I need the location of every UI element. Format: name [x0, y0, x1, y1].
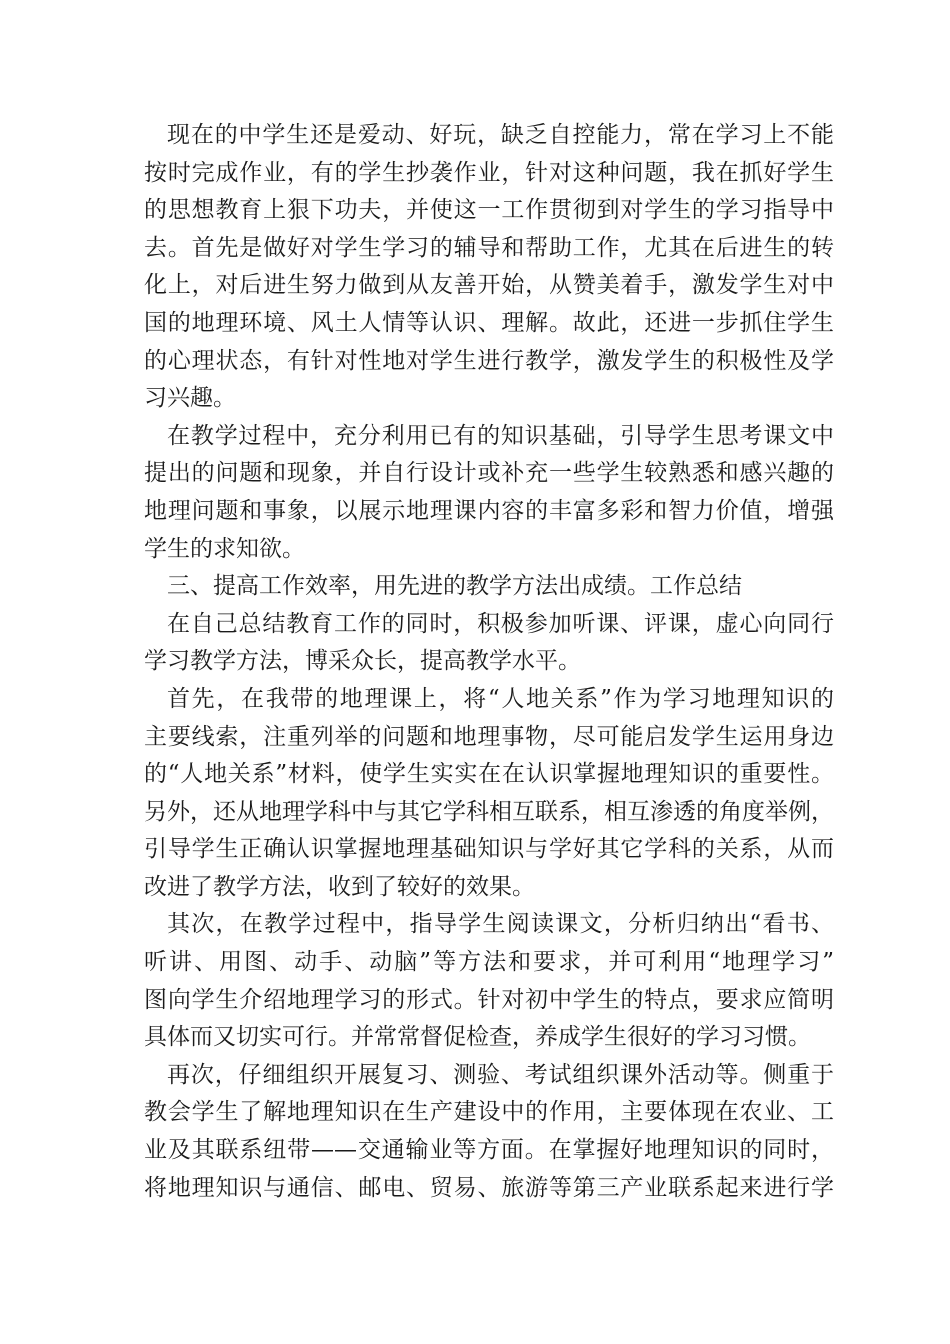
text-line: 首先，在我带的地理课上，将“人地关系”作为学习地理知识的 [167, 685, 834, 712]
text-line: 现在的中学生还是爱动、好玩，缺乏自控能力，常在学习上不能 [167, 122, 834, 148]
text-line: 其次，在教学过程中，指导学生阅读课文，分析归纳出“看书、 [167, 911, 834, 938]
text-line: 提出的问题和现象，并自行设计或补充一些学生较熟悉和感兴趣的 [144, 460, 834, 487]
text-line: 化上，对后进生努力做到从友善开始，从赞美着手，激发学生对中 [144, 272, 834, 299]
text-line: 再次，仔细组织开展复习、测验、考试组织课外活动等。侧重于 [167, 1061, 834, 1088]
text-line: 在教学过程中，充分利用已有的知识基础，引导学生思考课文中 [167, 422, 834, 449]
text-line: 学习教学方法，博采众长，提高教学水平。 [144, 648, 581, 675]
text-line: 的思想教育上狠下功夫，并使这一工作贯彻到对学生的学习指导中 [144, 197, 834, 224]
text-line: 听讲、用图、动手、动脑”等方法和要求，并可利用“地理学习” [144, 949, 834, 976]
text-line: 地理问题和事象，以展示地理课内容的丰富多彩和智力价值，增强 [144, 497, 834, 524]
text-line: 改进了教学方法，收到了较好的效果。 [144, 873, 535, 900]
text-line: 去。首先是做好对学生学习的辅导和帮助工作，尤其在后进生的转 [144, 234, 834, 261]
text-line: 引导学生正确认识掌握地理基础知识与学好其它学科的关系，从而 [144, 836, 834, 863]
text-line: 国的地理环境、风土人情等认识、理解。故此，还进一步抓住学生 [144, 309, 834, 336]
text-line: 将地理知识与通信、邮电、贸易、旅游等第三产业联系起来进行学 [144, 1174, 834, 1201]
text-line: 主要线索，注重列举的问题和地理事物，尽可能启发学生运用身边 [144, 723, 834, 750]
text-line: 按时完成作业，有的学生抄袭作业，针对这种问题，我在抓好学生 [144, 159, 834, 186]
text-line: 在自己总结教育工作的同时，积极参加听课、评课，虚心向同行 [167, 610, 834, 637]
text-line: 具体而又切实可行。并常常督促检查，养成学生很好的学习习惯。 [144, 1024, 811, 1051]
text-line: 的“人地关系”材料，使学生实实在在认识掌握地理知识的重要性。 [144, 761, 834, 788]
text-line: 图向学生介绍地理学习的形式。针对初中学生的特点，要求应简明 [144, 986, 834, 1013]
text-line: 的心理状态，有针对性地对学生进行教学，激发学生的积极性及学 [144, 347, 834, 374]
text-line: 业及其联系纽带——交通输业等方面。在掌握好地理知识的同时， [144, 1137, 834, 1164]
section-heading: 三、提高工作效率，用先进的教学方法出成绩。工作总结 [167, 573, 742, 600]
text-line: 教会学生了解地理知识在生产建设中的作用，主要体现在农业、工 [144, 1099, 834, 1126]
text-line: 另外，还从地理学科中与其它学科相互联系，相互渗透的角度举例， [144, 798, 834, 825]
text-line: 学生的求知欲。 [144, 535, 305, 562]
text-line: 习兴趣。 [144, 385, 236, 412]
document-body [144, 117, 834, 1207]
